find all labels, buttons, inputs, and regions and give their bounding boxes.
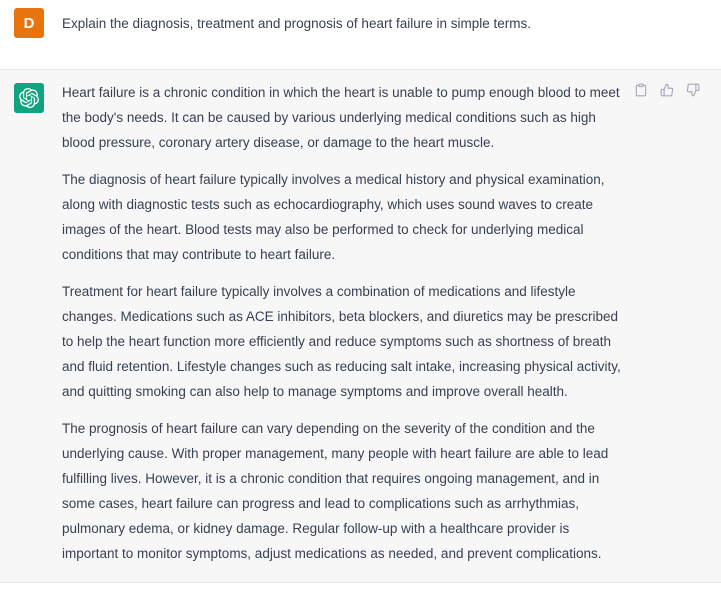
thumbs-up-icon (660, 85, 674, 100)
message-actions (634, 83, 700, 97)
assistant-paragraph: Treatment for heart failure typically involves a combination of medications and lifestyle changes. Medications such as ACE inhibitors, beta blockers, and diuretics may be prescribed to help the heart function more efficiently and reduce symptoms such as shortness of breath and fluid retention. Lifestyle changes such as reducing salt intake, increasing physical activity, and quitting smoking can also help to manage symptoms and improve overall health. (62, 284, 621, 399)
assistant-paragraph: The diagnosis of heart failure typically involves a medical history and physical examination, along with diagnostic tests such as echocardiography, which uses sound waves to create images of the heart. Blood tests may also be performed to check for underlying medical conditions that may contribute to heart failure. (62, 172, 605, 262)
user-avatar: D (14, 8, 44, 38)
thumbs-down-icon (686, 85, 700, 100)
user-message (0, 0, 721, 38)
copy-icon (634, 85, 648, 100)
copy-button[interactable] (634, 83, 648, 97)
assistant-paragraph: Heart failure is a chronic condition in which the heart is unable to pump enough blood to meet the body's needs. It can be caused by various underlying medical conditions such as high blood pressure, coronary artery disease, or damage to the heart muscle. (62, 85, 620, 150)
thumbs-down-button[interactable] (686, 83, 700, 97)
assistant-paragraph: The prognosis of heart failure can vary depending on the severity of the condition and the underlying cause. With proper management, many people with heart failure are able to lead fulfilling lives. However, it is a chronic condition that requires ongoing management, and in some cases, heart failure can progress and lead to complications such as arrhythmias, pulmonary edema, or kidney damage. Regular follow-up with a healthcare provider is important to monitor symptoms, adjust medications as needed, and prevent complications. (62, 421, 609, 561)
assistant-message-text (62, 80, 628, 566)
thumbs-up-button[interactable] (660, 83, 674, 97)
assistant-avatar (14, 83, 44, 113)
user-message-text: Explain the diagnosis, treatment and prognosis of heart failure in simple terms. (62, 16, 531, 31)
openai-logo-icon (19, 88, 39, 108)
assistant-message (0, 69, 721, 583)
